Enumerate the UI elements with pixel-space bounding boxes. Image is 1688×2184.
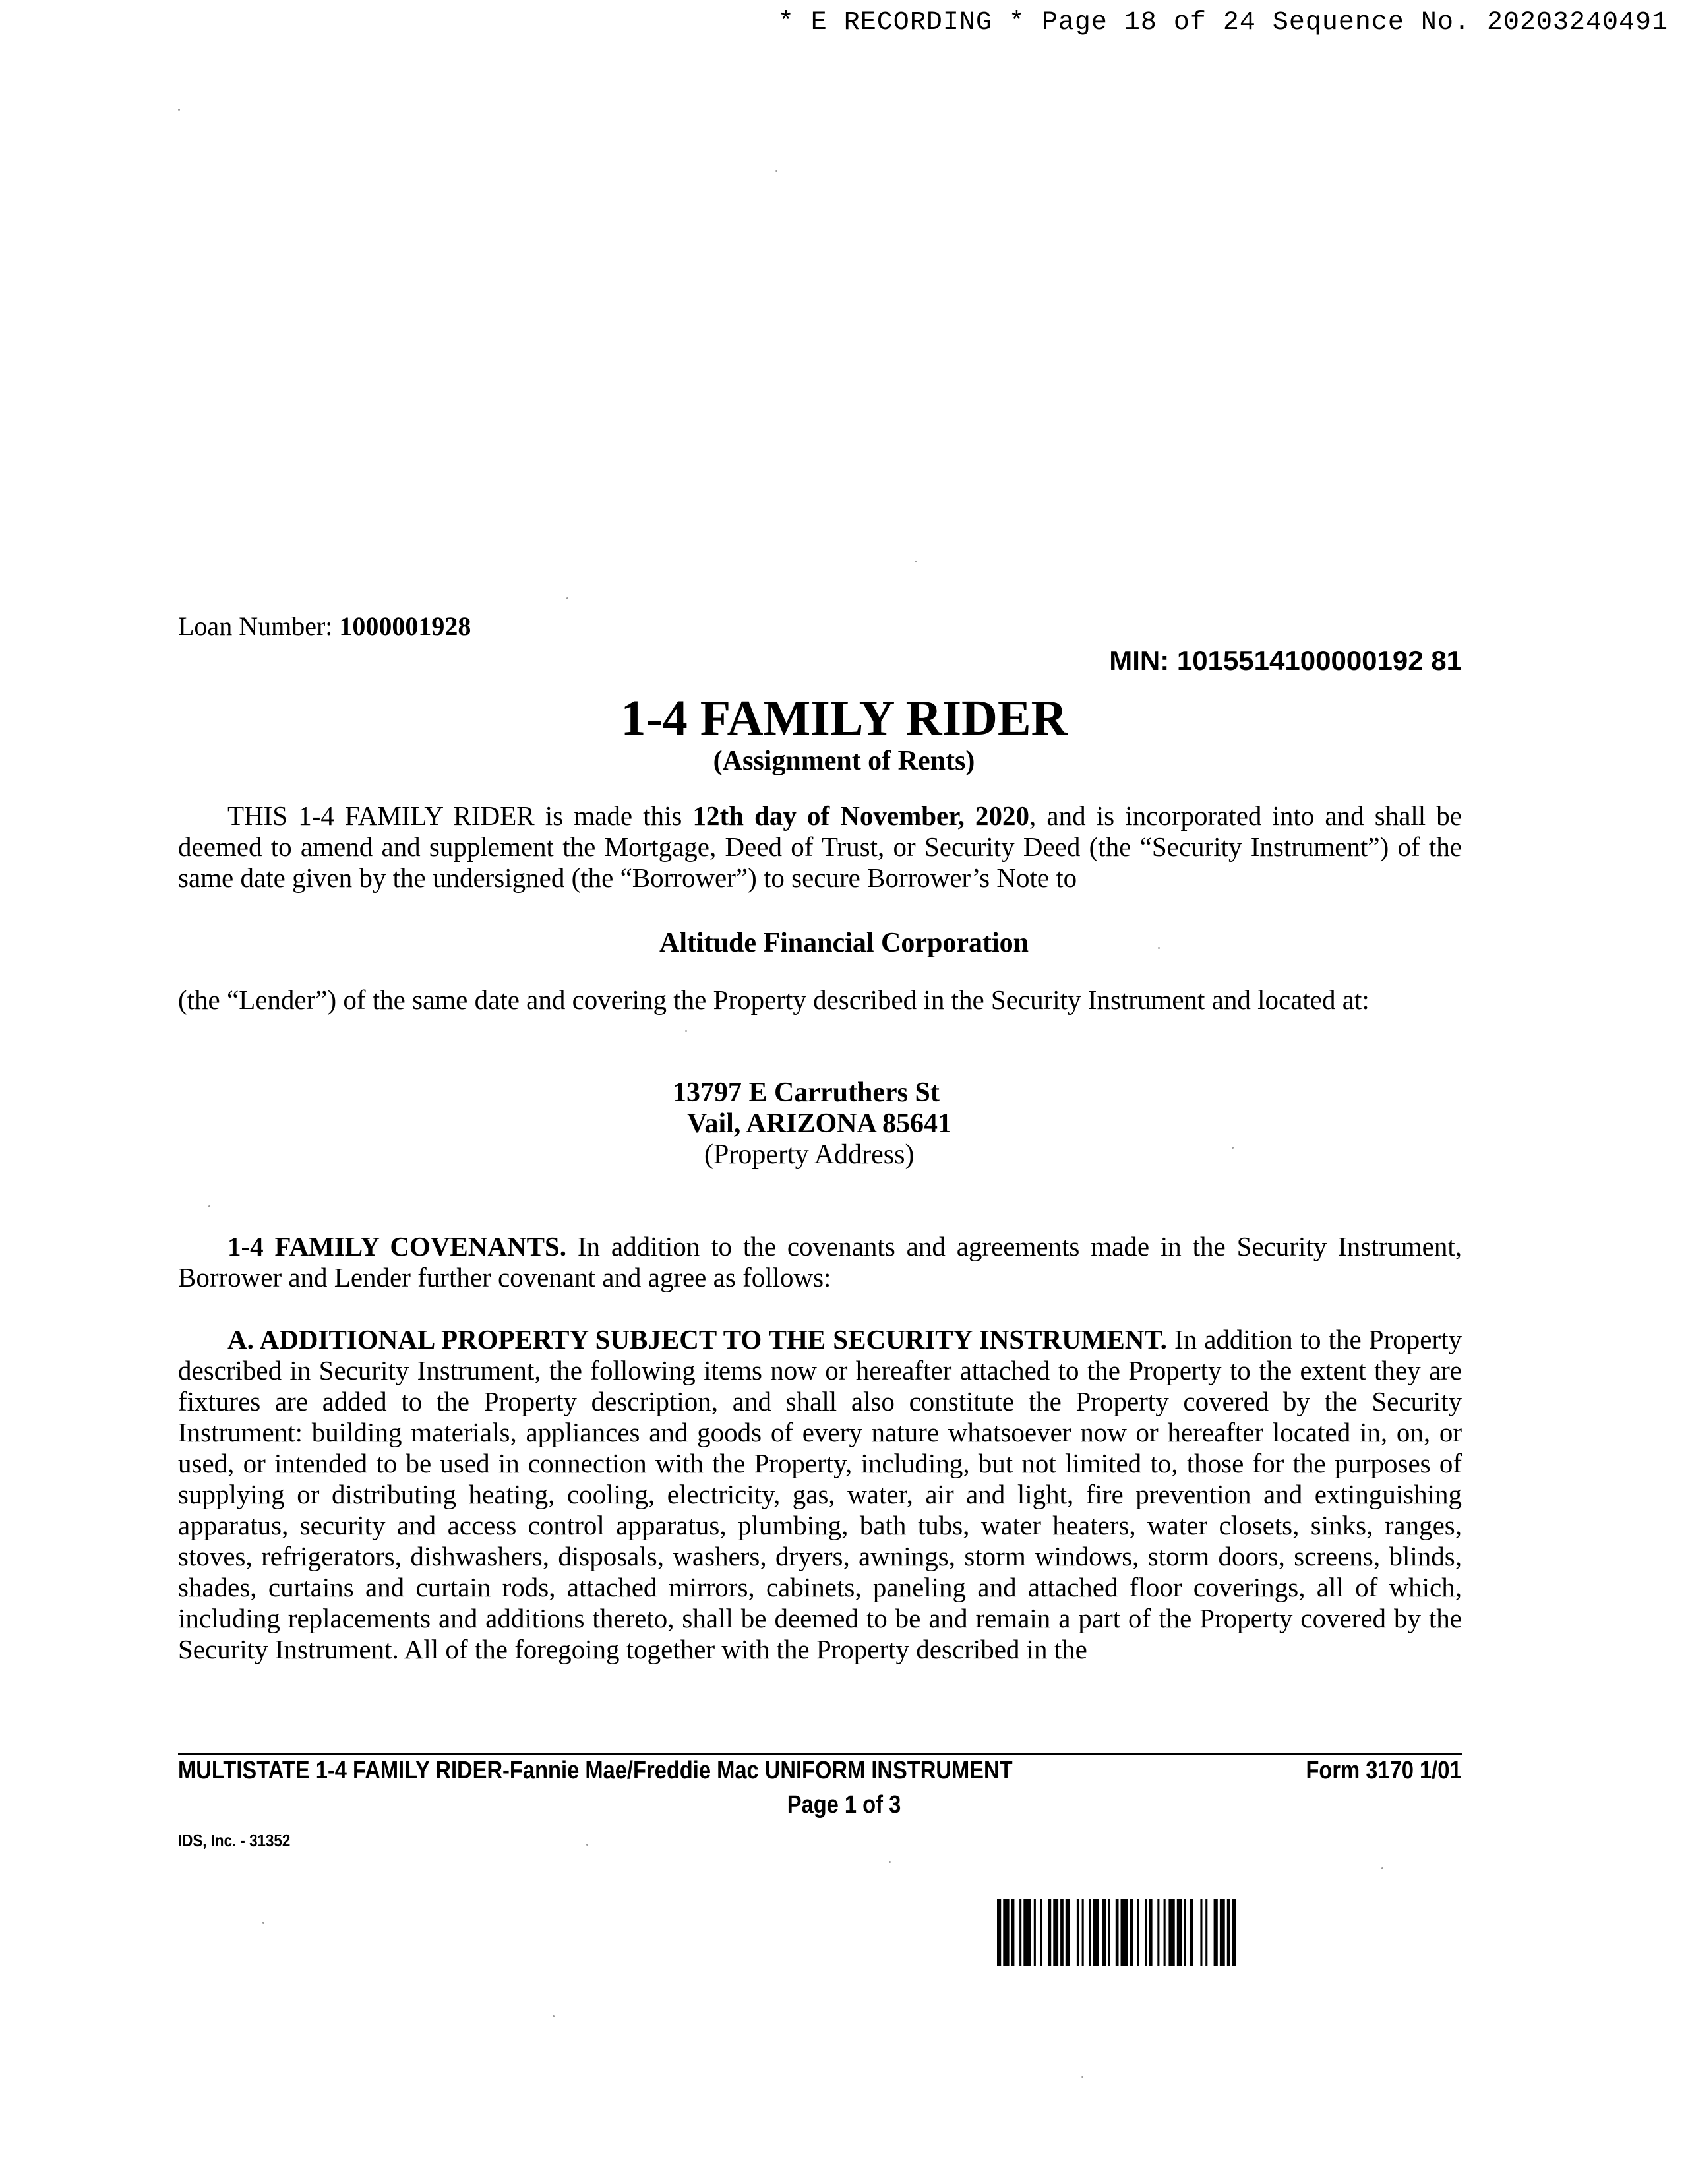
- barcode-bar: [1102, 1899, 1106, 1966]
- loan-number-label: Loan Number:: [178, 611, 333, 641]
- barcode-bar: [1040, 1899, 1042, 1966]
- property-city-state-zip: Vail, ARIZONA 85641: [687, 1108, 952, 1139]
- lender-name: Altitude Financial Corporation: [659, 928, 1029, 958]
- barcode-bar: [1019, 1899, 1021, 1966]
- barcode-bar: [1011, 1899, 1015, 1966]
- barcode-bar: [1082, 1899, 1084, 1966]
- barcode-bar: [1089, 1899, 1091, 1966]
- min-label: MIN:: [1109, 645, 1170, 676]
- property-street: 13797 E Carruthers St: [673, 1077, 940, 1108]
- barcode-bar: [1137, 1899, 1139, 1966]
- property-address-caption: (Property Address): [704, 1139, 915, 1170]
- barcode-bar: [1157, 1899, 1159, 1966]
- covenants-paragraph: [178, 1231, 1462, 1293]
- scan-speck: [178, 109, 180, 111]
- barcode-bar: [1227, 1899, 1230, 1966]
- barcode-bar: [1200, 1899, 1202, 1966]
- loan-number: 1000001928: [339, 611, 471, 641]
- barcode-bar: [1066, 1899, 1070, 1966]
- barcode-bar: [1093, 1899, 1099, 1966]
- barcode-bar: [1214, 1899, 1218, 1966]
- scan-speck: [1381, 1867, 1383, 1869]
- footer-page-number: Page 1 of 3: [787, 1791, 901, 1819]
- recording-header: * E RECORDING * Page 18 of 24 Sequence No. 20203240491: [777, 8, 1668, 38]
- lender-paragraph: (the “Lender”) of the same date and covering the Property described in the Security Instrument and located at:: [178, 985, 1370, 1015]
- min-number: 1015514100000192 81: [1176, 645, 1462, 676]
- scan-speck: [1158, 947, 1160, 949]
- barcode-bar: [1190, 1899, 1193, 1966]
- barcode-bar: [1220, 1899, 1225, 1966]
- covenants-text: In addition to the covenants and agreements made in the Security Instrument, Borrower and Lender further covenant and agree as follows:: [178, 1231, 1462, 1292]
- barcode-bar: [1205, 1899, 1207, 1966]
- barcode-bar: [1053, 1899, 1058, 1966]
- barcode-bar: [1130, 1899, 1133, 1966]
- barcode-bar: [1023, 1899, 1031, 1966]
- section-a-paragraph: [178, 1324, 1462, 1665]
- intro-text-end: , and is incorporated into and shall be deemed to amend and supplement the Mortgage, Deed of Trust, or Security Deed (the “Security Instrument”) of the same date given by the undersigned (the “Borrower”) to secure Borrower’s Note to: [178, 801, 1462, 893]
- footer-form-number: Form 3170 1/01: [1306, 1757, 1462, 1784]
- barcode-bar: [1168, 1899, 1174, 1966]
- barcode-bar: [1121, 1899, 1128, 1966]
- covenants-heading: 1-4 FAMILY COVENANTS.: [227, 1231, 566, 1261]
- scan-speck: [262, 1922, 264, 1924]
- document-subtitle: (Assignment of Rents): [713, 746, 975, 776]
- barcode-bar: [1048, 1899, 1052, 1966]
- property-address-block: [673, 1077, 951, 1170]
- rider-date: 12th day of November, 2020: [692, 801, 1030, 831]
- barcode-bar: [1034, 1899, 1036, 1966]
- section-a-text: In addition to the Property described in Security Instrument, the following items now or hereafter attached to the Property to the extent they are fixtures are added to the Property description, and shall also constitute the Property covered by the Security Instrument: building materials, appliances and goods of every nature whatsoever now or hereafter located in, on, or used, or intended to be used in connection with the Property, including, but not limited to, those for the purposes of supplying or distributing heating, cooling, electricity, gas, water, air and light, fire prevention and extinguishing apparatus, security and access control apparatus, plumbing, bath tubs, water heaters, water closets, sinks, ranges, stoves, refrigerators, dishwashers, disposals, washers, dryers, awnings, storm windows, storm doors, screens, blinds, shades, curtains and curtain rods, attached mirrors, cabinets, paneling and attached floor coverings, all of which, including replacements and additions thereto, shall be deemed to be and remain a part of the Property covered by the Security Instrument. All of the foregoing together with the Property described in the: [178, 1324, 1462, 1664]
- scan-speck: [566, 597, 568, 599]
- intro-paragraph: [178, 801, 1462, 894]
- barcode-bar: [1145, 1899, 1147, 1966]
- barcode-bar: [1060, 1899, 1064, 1966]
- scan-speck: [685, 1030, 687, 1032]
- footer-vendor-code: IDS, Inc. - 31352: [178, 1831, 291, 1850]
- barcode-icon: [997, 1899, 1452, 1966]
- scan-speck: [586, 1844, 588, 1846]
- scan-speck: [775, 170, 777, 172]
- barcode-bar: [1184, 1899, 1186, 1966]
- scan-speck: [915, 561, 917, 562]
- barcode-bar: [1232, 1899, 1236, 1966]
- scan-speck: [889, 1861, 891, 1863]
- scan-speck: [1232, 1147, 1234, 1149]
- intro-text-start: THIS 1-4 FAMILY RIDER is made this: [227, 801, 693, 831]
- barcode-bar: [1164, 1899, 1166, 1966]
- footer-form-title: MULTISTATE 1-4 FAMILY RIDER-Fannie Mae/Freddie Mac UNIFORM INSTRUMENT: [178, 1757, 1013, 1784]
- barcode-bar: [1149, 1899, 1153, 1966]
- barcode-bar: [997, 1899, 1001, 1966]
- scan-speck: [208, 1205, 210, 1207]
- scan-speck: [1081, 2076, 1083, 2078]
- barcode-bar: [1177, 1899, 1182, 1966]
- min-line: [1109, 645, 1462, 677]
- section-a-heading: A. ADDITIONAL PROPERTY SUBJECT TO THE SECURITY INSTRUMENT.: [227, 1324, 1167, 1354]
- barcode-bar: [1077, 1899, 1079, 1966]
- footer-rule: [178, 1753, 1462, 1755]
- scan-speck: [553, 2015, 555, 2017]
- barcode-bar: [1108, 1899, 1110, 1966]
- barcode-bar: [1116, 1899, 1119, 1966]
- barcode-bar: [1003, 1899, 1009, 1966]
- loan-number-line: [178, 611, 471, 642]
- document-title: 1-4 FAMILY RIDER: [620, 690, 1068, 746]
